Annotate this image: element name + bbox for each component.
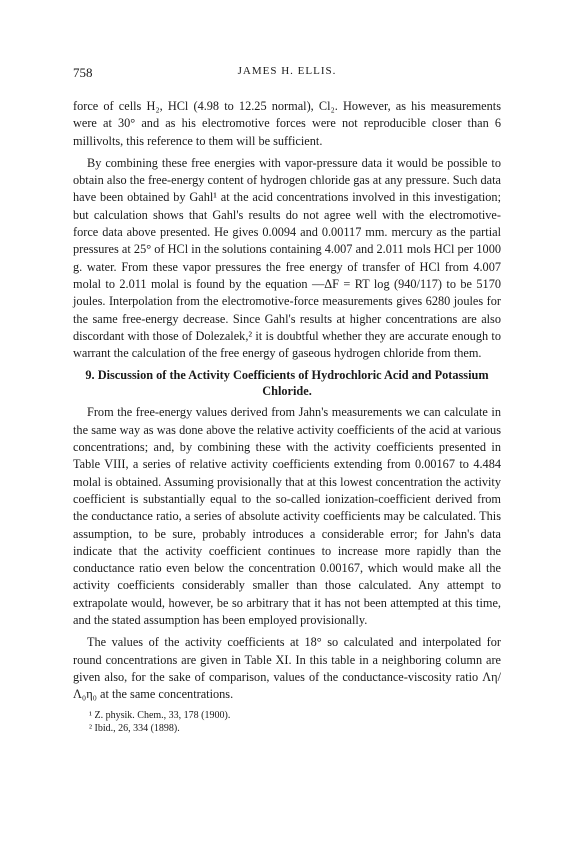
paragraph-1: force of cells H₂, HCl (4.98 to 12.25 normal), Cl₂. However, as his measurements were at 30° and as his electromotive forces were not reproducible closer than 6 millivolts, this reference to them will be sufficient. xyxy=(73,99,501,148)
main-text xyxy=(73,98,501,735)
running-head: JAMES H. ELLIS. xyxy=(237,65,337,77)
paragraph-4: The values of the activity coefficients at 18° so calculated and interpolated for round concentrations are given in Table XI. In this table in a neighboring column are given also, for the sake of comparison, values of the conductance-viscosity ratio Λη/Λ₀η₀ at the same concentrations. xyxy=(73,635,501,702)
section-heading: 9. Discussion of the Activity Coefficients of Hydrochloric Acid and Potassium Chloride. xyxy=(85,368,489,399)
footnote-2: ² Ibid., 26, 334 (1898). xyxy=(89,722,180,734)
paragraph-2: By combining these free energies with vapor-pressure data it would be possible to obtain also the free-energy content of hydrogen chloride gas at any pressure. Such data have been obtained by Gahl¹ at the acid concentrations involved in this investigation; but calculation shows that Gahl's results do not agree well with the electromotive-force data above presented. He gives 0.0094 and 0.00117 mm. mercury as the partial pressures at 25° of HCl in the solutions containing 4.007 and 2.011 mols HCl per 1000 g. water. From these vapor pressures the free energy of transfer of HCl from 4.007 molal to 2.011 molal is found by the equation —ΔF = RT log (940/117) to be 5170 joules. Interpolation from the electromotive-force measurements gives 6280 joules for the same free-energy decrease. Since Gahl's results at higher concentrations are also discordant with those of Dolezalek,² it is doubtful whether they are accurate enough to warrant the calculation of the free energy of gaseous hydrogen chloride from them. xyxy=(73,155,501,361)
paragraph-3: From the free-energy values derived from Jahn's measurements we can calculate in the same way as was done above the relative activity coefficients of the acid at various concentrations; and, by combining these with the activity coefficients presented in Table VIII, a series of relative activity coefficients extending from 0.00167 to 4.484 molal is obtained. Assuming provisionally that at this lowest concentration the activity coefficient is substantially equal to the so-called ionization-coefficient derived from the conductance ratio, a series of absolute activity coefficients may be calculated. This assumption, to be sure, probably introduces a considerable error; for Jahn's data indicate that the activity coefficient continues to increase more rapidly than the conductance ratio even below the concentration 0.00167, which would make all the activity coefficients considerably smaller than those calculated. Any attempt to extrapolate would, however, be so arbitrary that it has not been attempted at this time, and the stated assumption has been employed provisionally. xyxy=(73,405,501,628)
page-number: 758 xyxy=(73,65,93,80)
page-header xyxy=(73,65,501,81)
footnote-1: ¹ Z. physik. Chem., 33, 178 (1900). xyxy=(89,709,231,721)
